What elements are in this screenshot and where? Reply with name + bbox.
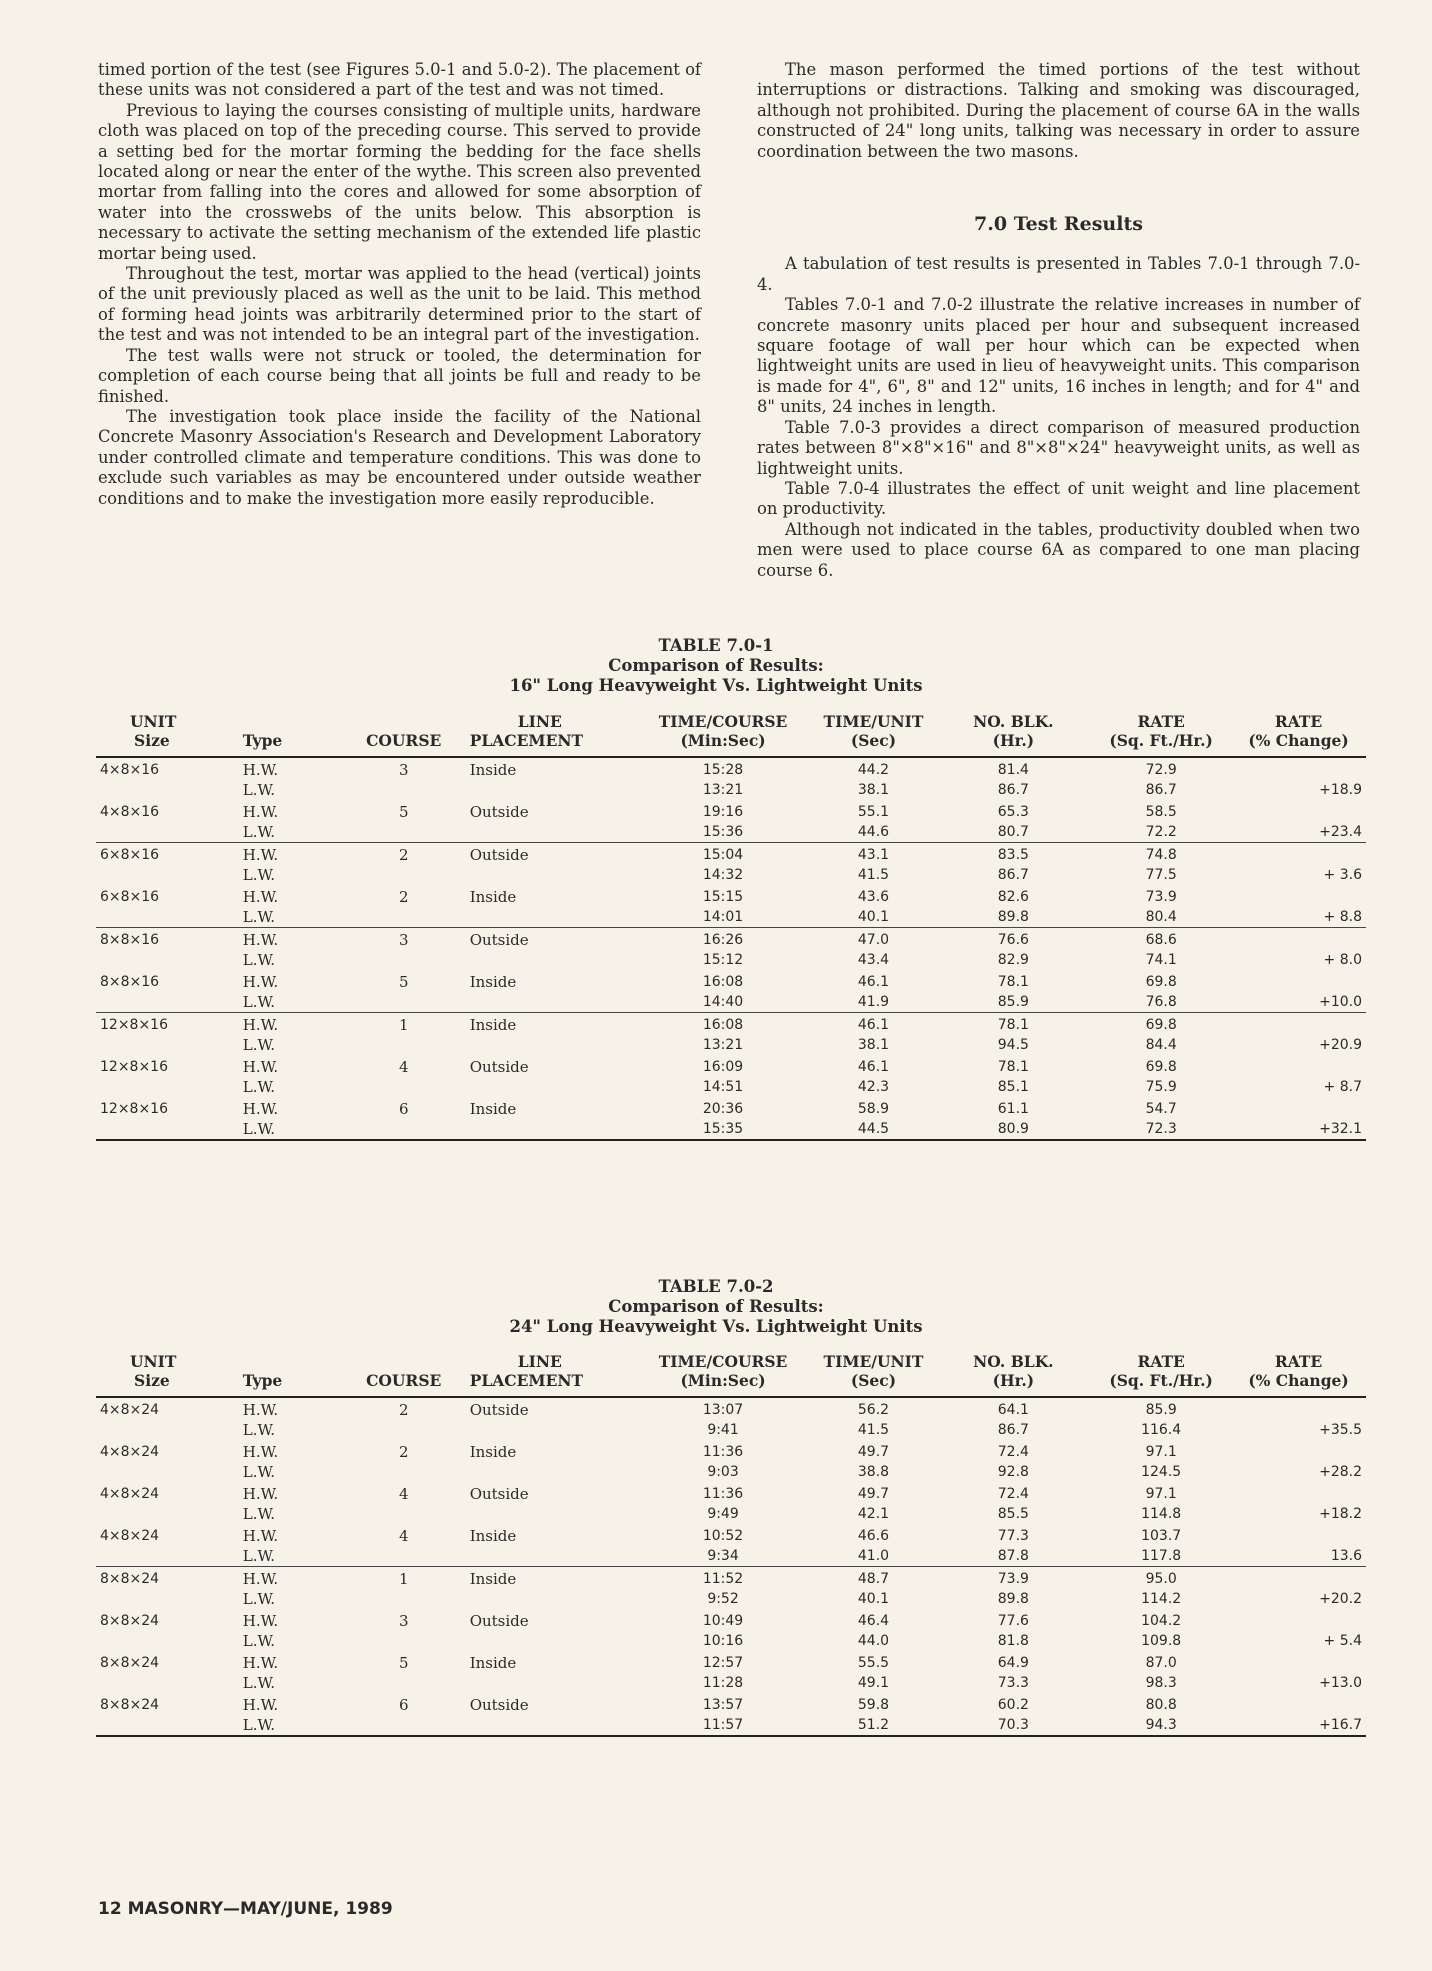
cell-type: H.W. L.W. <box>243 1097 338 1140</box>
table-row <box>96 885 1366 928</box>
paragraph: timed portion of the test (see Figures 5.0-1 and 5.0-2). The placement of these units was not considered a part of the test and was not timed. <box>98 60 701 100</box>
cell-rate: 68.6 74.1 <box>1145 932 1177 968</box>
col-header-time-course: TIME/COURSE (Min:Sec) <box>639 1352 808 1397</box>
table-caption <box>0 1277 1432 1337</box>
cell-type: H.W. L.W. <box>242 931 279 969</box>
paragraph: The test walls were not struck or tooled, the determination for completion of each course being that all joints be full and ready to be finished. <box>98 345 701 406</box>
table-row <box>96 1651 1366 1693</box>
cell-rate: 74.8 77.5 <box>1145 847 1177 883</box>
cell-blocks-per-hour: 78.1 94.5 <box>997 1017 1029 1053</box>
cell-course: 6 <box>338 1097 470 1140</box>
cell-rate: 87.0 98.3 <box>1145 1655 1177 1691</box>
cell-rate-change: + 8.0 <box>1323 952 1362 968</box>
cell-line-placement: Outside <box>469 931 529 949</box>
cell-course: 5 <box>338 970 470 1013</box>
cell-size: 4×8×24 <box>96 1524 243 1567</box>
cell-rate: 69.8 84.4 <box>1145 1017 1177 1053</box>
cell-rate: 97.1 114.8 <box>1141 1486 1182 1522</box>
paragraph: The investigation took place inside the facility of the National Concrete Masonry Association's Research and Development Laboratory under controlled climate and temperature conditions. This was done to exclude such variables as may be encountered under outside weather conditions and to make the investigation more easily reproducible. <box>98 406 701 508</box>
cell-time-unit: 56.2 41.5 <box>857 1402 890 1438</box>
cell-rate-change: + 8.7 <box>1323 1079 1362 1095</box>
cell-rate: 85.9 116.4 <box>1141 1402 1182 1438</box>
cell-size: 4×8×24 <box>100 1402 160 1418</box>
cell-rate: 72.9 86.7 <box>1145 762 1177 798</box>
right-text-column <box>757 60 1360 581</box>
cell-rate-change: +35.5 <box>1319 1422 1362 1438</box>
table-title: TABLE 7.0-2 <box>658 1277 774 1296</box>
cell-time-course: 10:52 9:34 <box>639 1524 808 1567</box>
cell-size: 6×8×16 <box>96 885 243 928</box>
cell-rate: 95.0 114.2 <box>1141 1571 1182 1607</box>
cell-time-course: 13:57 11:57 <box>639 1693 808 1736</box>
cell-blocks-per-hour: 65.3 80.7 <box>939 800 1087 843</box>
cell-line-placement: Inside <box>470 1097 639 1140</box>
cell-course: 4 <box>338 1524 470 1567</box>
table-row <box>96 1013 1366 1056</box>
cell-line-placement: Outside <box>469 1401 529 1419</box>
table-title: TABLE 7.0-1 <box>658 636 774 655</box>
cell-time-unit: 46.6 41.0 <box>808 1524 940 1567</box>
cell-rate: 69.8 75.9 <box>1145 1059 1177 1095</box>
cell-blocks-per-hour: 78.1 85.9 <box>939 970 1087 1013</box>
cell-size: 4×8×16 <box>100 762 160 778</box>
cell-course: 2 <box>338 885 470 928</box>
cell-time-unit: 44.2 38.1 <box>857 762 890 798</box>
cell-type: H.W. L.W. <box>243 885 338 928</box>
cell-type: H.W. L.W. <box>242 846 279 884</box>
cell-size: 8×8×24 <box>96 1693 243 1736</box>
cell-course: 1 <box>398 1570 409 1588</box>
cell-line-placement: Inside <box>469 1570 517 1588</box>
table-subtitle: Comparison of Results: <box>608 656 824 675</box>
paragraph: The mason performed the timed portions of the test without interruptions or distractions. Talking and smoking was discouraged, although not prohibited. During the placement of course 6A in the walls constructed of 24" long units, talking was necessary in order to assure coordination between the two masons. <box>757 60 1360 161</box>
col-header-course: COURSE <box>338 712 470 757</box>
table-row <box>96 1440 1366 1482</box>
cell-course: 3 <box>398 761 409 779</box>
cell-size: 12×8×16 <box>100 1017 168 1033</box>
table-subtitle: 16" Long Heavyweight Vs. Lightweight Units <box>509 676 923 695</box>
cell-time-course: 16:26 15:12 <box>702 932 744 968</box>
col-header-rate-change: RATE (% Change) <box>1235 712 1366 757</box>
cell-blocks-per-hour: 77.6 81.8 <box>997 1613 1029 1649</box>
cell-time-course: 13:07 9:41 <box>702 1402 744 1438</box>
col-header-time-course: TIME/COURSE (Min:Sec) <box>639 712 808 757</box>
table-caption <box>0 636 1432 696</box>
cell-time-unit: 46.1 41.9 <box>808 970 940 1013</box>
cell-rate: 103.7 117.8 <box>1087 1524 1235 1567</box>
col-header-size: UNIT Size <box>96 1352 243 1397</box>
cell-rate: 97.1 124.5 <box>1141 1444 1182 1480</box>
col-header-blocks: NO. BLK. (Hr.) <box>939 1352 1087 1397</box>
cell-rate-change: + 3.6 <box>1323 867 1362 883</box>
paragraph: Throughout the test, mortar was applied to the head (vertical) joints of the unit previously placed as well as the unit to be laid. This method of forming head joints was arbitrarily determined prior to the start of the test and was not intended to be an integral part of the investigation. <box>98 264 701 345</box>
cell-time-course: 11:36 9:03 <box>702 1444 744 1480</box>
cell-time-unit: 58.9 44.5 <box>808 1097 940 1140</box>
cell-rate-change: +10.0 <box>1235 970 1366 1013</box>
cell-rate: 80.8 94.3 <box>1087 1693 1235 1736</box>
col-header-rate: RATE (Sq. Ft./Hr.) <box>1087 1352 1235 1397</box>
cell-rate-change: +32.1 <box>1235 1097 1366 1140</box>
cell-size: 6×8×16 <box>100 847 160 863</box>
cell-rate: 58.5 72.2 <box>1087 800 1235 843</box>
col-header-time-unit: TIME/UNIT (Sec) <box>808 1352 940 1397</box>
cell-time-unit: 49.7 42.1 <box>857 1486 890 1522</box>
cell-time-course: 15:04 14:32 <box>702 847 744 883</box>
cell-time-unit: 43.6 40.1 <box>808 885 940 928</box>
cell-size: 8×8×16 <box>96 970 243 1013</box>
cell-course: 4 <box>398 1485 409 1503</box>
cell-time-course: 12:57 11:28 <box>702 1655 744 1691</box>
cell-blocks-per-hour: 72.4 85.5 <box>997 1486 1029 1522</box>
col-header-type: Type <box>243 1352 338 1397</box>
cell-course: 2 <box>398 846 409 864</box>
cell-time-course: 11:52 9:52 <box>702 1571 744 1607</box>
cell-type: H.W. L.W. <box>242 761 279 799</box>
cell-line-placement: Inside <box>469 761 517 779</box>
cell-type: H.W. L.W. <box>242 1570 279 1608</box>
table-row <box>96 843 1366 886</box>
paragraph: A tabulation of test results is presented in Tables 7.0-1 through 7.0-4. <box>757 254 1360 294</box>
cell-size: 8×8×16 <box>100 932 160 948</box>
paragraph: Table 7.0-3 provides a direct comparison of measured production rates between 8"×8"×16" and 8"×8"×24" heavyweight units, as well as lightweight units. <box>757 417 1360 478</box>
cell-line-placement: Outside <box>469 1485 529 1503</box>
results-table-16in <box>96 712 1366 1141</box>
cell-rate-change: +28.2 <box>1319 1464 1362 1480</box>
cell-blocks-per-hour: 81.4 86.7 <box>997 762 1029 798</box>
page-footer: 12 MASONRY—MAY/JUNE, 1989 <box>98 1899 393 1919</box>
cell-blocks-per-hour: 64.9 73.3 <box>997 1655 1029 1691</box>
cell-size: 4×8×16 <box>96 800 243 843</box>
cell-rate-change: +18.9 <box>1319 782 1362 798</box>
table-row <box>96 1693 1366 1736</box>
cell-line-placement: Outside <box>469 1612 529 1630</box>
cell-course: 4 <box>398 1058 409 1076</box>
cell-blocks-per-hour: 82.6 89.8 <box>939 885 1087 928</box>
cell-time-unit: 48.7 40.1 <box>857 1571 890 1607</box>
cell-time-course: 16:08 13:21 <box>702 1017 744 1053</box>
cell-time-unit: 47.0 43.4 <box>857 932 890 968</box>
cell-time-course: 15:15 14:01 <box>639 885 808 928</box>
cell-type: H.W. L.W. <box>242 1016 279 1054</box>
cell-rate: 73.9 80.4 <box>1087 885 1235 928</box>
cell-course: 2 <box>398 1443 409 1461</box>
cell-rate-change: + 5.4 <box>1323 1633 1362 1649</box>
cell-rate: 104.2 109.8 <box>1141 1613 1182 1649</box>
cell-time-unit: 46.4 44.0 <box>857 1613 890 1649</box>
cell-course: 3 <box>398 931 409 949</box>
cell-line-placement: Inside <box>469 1654 517 1672</box>
cell-type: H.W. L.W. <box>243 970 338 1013</box>
table-subtitle: 24" Long Heavyweight Vs. Lightweight Units <box>509 1317 923 1336</box>
cell-rate: 54.7 72.3 <box>1087 1097 1235 1140</box>
cell-time-unit: 43.1 41.5 <box>857 847 890 883</box>
col-header-time-unit: TIME/UNIT (Sec) <box>808 712 940 757</box>
cell-type: H.W. L.W. <box>242 1401 279 1439</box>
cell-blocks-per-hour: 72.4 92.8 <box>997 1444 1029 1480</box>
table-row <box>96 757 1366 800</box>
cell-time-course: 20:36 15:35 <box>639 1097 808 1140</box>
cell-rate-change: +13.0 <box>1319 1675 1362 1691</box>
cell-blocks-per-hour: 77.3 87.8 <box>939 1524 1087 1567</box>
cell-type: H.W. L.W. <box>242 1612 279 1650</box>
cell-line-placement: Inside <box>469 1443 517 1461</box>
cell-rate-change: 13.6 <box>1235 1524 1366 1567</box>
results-table-24in <box>96 1352 1366 1737</box>
cell-blocks-per-hour: 64.1 86.7 <box>997 1402 1029 1438</box>
cell-course: 3 <box>398 1612 409 1630</box>
table-row <box>96 970 1366 1013</box>
cell-line-placement: Inside <box>470 1524 639 1567</box>
cell-line-placement: Outside <box>469 846 529 864</box>
cell-course: 5 <box>338 800 470 843</box>
cell-line-placement: Inside <box>470 970 639 1013</box>
cell-line-placement: Inside <box>469 1016 517 1034</box>
cell-time-course: 19:16 15:36 <box>639 800 808 843</box>
col-header-course: COURSE <box>338 1352 470 1397</box>
cell-course: 2 <box>398 1401 409 1419</box>
left-text-column <box>98 60 701 509</box>
cell-line-placement: Outside <box>469 1058 529 1076</box>
cell-course: 6 <box>338 1693 470 1736</box>
cell-size: 8×8×24 <box>100 1655 160 1671</box>
cell-rate-change: +20.9 <box>1319 1037 1362 1053</box>
col-header-type: Type <box>243 712 338 757</box>
cell-type: H.W. L.W. <box>242 1485 279 1523</box>
table-row <box>96 1097 1366 1140</box>
table-row <box>96 928 1366 971</box>
cell-rate-change: +16.7 <box>1235 1693 1366 1736</box>
cell-blocks-per-hour: 61.1 80.9 <box>939 1097 1087 1140</box>
cell-time-course: 16:09 14:51 <box>702 1059 744 1095</box>
col-header-line: LINE PLACEMENT <box>470 712 639 757</box>
cell-rate-change: +18.2 <box>1319 1506 1362 1522</box>
table-subtitle: Comparison of Results: <box>608 1297 824 1316</box>
col-header-rate: RATE (Sq. Ft./Hr.) <box>1087 712 1235 757</box>
cell-size: 4×8×24 <box>100 1486 160 1502</box>
cell-size: 8×8×24 <box>100 1571 160 1587</box>
col-header-size: UNIT Size <box>96 712 243 757</box>
cell-type: H.W. L.W. <box>242 1058 279 1096</box>
col-header-rate-change: RATE (% Change) <box>1235 1352 1366 1397</box>
table-row <box>96 1567 1366 1610</box>
table-row <box>96 1609 1366 1651</box>
table-row <box>96 1524 1366 1567</box>
cell-time-unit: 55.5 49.1 <box>857 1655 890 1691</box>
cell-type: H.W. L.W. <box>242 1654 279 1692</box>
cell-blocks-per-hour: 60.2 70.3 <box>939 1693 1087 1736</box>
cell-rate: 69.8 76.8 <box>1087 970 1235 1013</box>
cell-time-course: 15:28 13:21 <box>702 762 744 798</box>
cell-time-unit: 46.1 42.3 <box>857 1059 890 1095</box>
cell-type: H.W. L.W. <box>243 1693 338 1736</box>
cell-line-placement: Inside <box>470 885 639 928</box>
cell-size: 12×8×16 <box>100 1059 168 1075</box>
cell-time-course: 11:36 9:49 <box>702 1486 744 1522</box>
cell-type: H.W. L.W. <box>243 800 338 843</box>
cell-blocks-per-hour: 83.5 86.7 <box>997 847 1029 883</box>
cell-course: 1 <box>398 1016 409 1034</box>
cell-type: H.W. L.W. <box>242 1443 279 1481</box>
cell-course: 5 <box>398 1654 409 1672</box>
cell-time-unit: 46.1 38.1 <box>857 1017 890 1053</box>
table-row <box>96 1055 1366 1097</box>
paragraph: Although not indicated in the tables, productivity doubled when two men were used to place course 6A as compared to one man placing course 6. <box>757 519 1360 580</box>
paragraph: Tables 7.0-1 and 7.0-2 illustrate the relative increases in number of concrete masonry units placed per hour and subsequent increased square footage of wall per hour which can be expected when lightweight units are used in lieu of heavyweight units. This comparison is made for 4", 6", 8" and 12" units, 16 inches in length; and for 4" and 8" units, 24 inches in length. <box>757 295 1360 417</box>
cell-time-unit: 59.8 51.2 <box>808 1693 940 1736</box>
cell-blocks-per-hour: 73.9 89.8 <box>997 1571 1029 1607</box>
section-heading: 7.0 Test Results <box>974 213 1143 236</box>
cell-time-course: 10:49 10:16 <box>702 1613 744 1649</box>
col-header-blocks: NO. BLK. (Hr.) <box>939 712 1087 757</box>
cell-line-placement: Outside <box>470 800 639 843</box>
cell-rate-change: +20.2 <box>1319 1591 1362 1607</box>
cell-time-unit: 55.1 44.6 <box>808 800 940 843</box>
cell-time-course: 16:08 14:40 <box>639 970 808 1013</box>
cell-size: 4×8×24 <box>100 1444 160 1460</box>
cell-rate-change: + 8.8 <box>1235 885 1366 928</box>
cell-blocks-per-hour: 76.6 82.9 <box>997 932 1029 968</box>
cell-blocks-per-hour: 78.1 85.1 <box>997 1059 1029 1095</box>
table-row <box>96 800 1366 843</box>
table-row <box>96 1482 1366 1524</box>
paragraph: Table 7.0-4 illustrates the effect of unit weight and line placement on productivity. <box>757 478 1360 519</box>
cell-rate-change: +23.4 <box>1235 800 1366 843</box>
cell-type: H.W. L.W. <box>243 1524 338 1567</box>
cell-line-placement: Outside <box>470 1693 639 1736</box>
cell-size: 12×8×16 <box>96 1097 243 1140</box>
paragraph: Previous to laying the courses consisting of multiple units, hardware cloth was placed on top of the preceding course. This served to provide a setting bed for the mortar forming the bedding for the face shells located along or near the enter of the wythe. This screen also prevented mortar from falling into the cores and allowed for some absorption of water into the crosswebs of the units below. This absorption is necessary to activate the setting mechanism of the extended life plastic mortar being used. <box>98 100 701 263</box>
cell-time-unit: 49.7 38.8 <box>857 1444 890 1480</box>
table-row <box>96 1397 1366 1440</box>
cell-size: 8×8×24 <box>100 1613 160 1629</box>
col-header-line: LINE PLACEMENT <box>470 1352 639 1397</box>
